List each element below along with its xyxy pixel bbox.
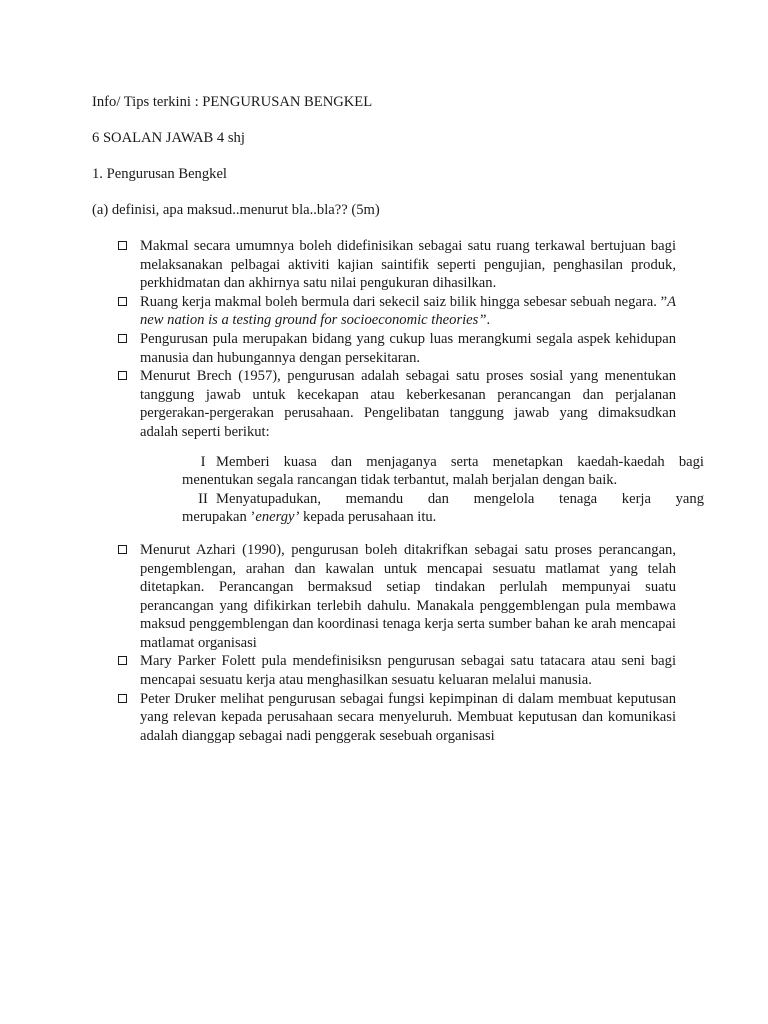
bullet-text: Peter Druker melihat pengurusan sebagai fungsi kepimpinan di dalam membuat keputusan yang relevan kepada perusahaan secara menyeluruh. Membuat keputusan dan komunikasi adalah dianggap sebagai nadi penggerak sesebuah organisasi: [140, 690, 676, 744]
bullet-text: Pengurusan pula merupakan bidang yang cukup luas merangkumi segala aspek kehidupan manusia dan hubungannya dengan persekitaran.: [140, 330, 676, 366]
bullet-text-part: .: [486, 312, 491, 329]
checkbox-bullet-icon: [118, 545, 127, 554]
bullet-text: [140, 293, 676, 330]
list-item: [116, 330, 676, 367]
sublist-text-rest: menentukan segala rancangan tidak terbantut, malah berjalan dengan baik.: [182, 472, 618, 489]
sublist-text-first: Memberi kuasa dan menjaganya serta menetapkan kaedah-kaedah bagi: [216, 453, 704, 470]
bullet-text-part: Ruang kerja makmal boleh bermula dari sekecil saiz bilik hingga sebesar sebuah negara. ”: [140, 293, 668, 310]
sublist-text: [182, 453, 704, 490]
sublist-text-first: Menyatupadukan, memandu dan mengelola tenaga kerja yang: [216, 490, 704, 507]
sublist-text-rest: [182, 508, 704, 527]
numbered-sublist: [168, 453, 704, 527]
checkbox-bullet-icon: [118, 334, 127, 343]
checkbox-bullet-icon: [118, 656, 127, 665]
sublist-item: [168, 490, 704, 527]
checkbox-bullet-icon: [118, 241, 127, 250]
checkbox-bullet-icon: [118, 371, 127, 380]
roman-numeral: I: [200, 453, 206, 470]
list-item: [116, 293, 676, 330]
bullet-text: Mary Parker Folett pula mendefinisiksn pengurusan sebagai satu tatacara atau seni bagi mencapai sesuatu kerja atau menghasilkan sesuatu keluaran melalui manusia.: [140, 653, 676, 689]
roman-numeral: II: [198, 490, 208, 507]
section-title: 1. Pengurusan Bengkel: [92, 166, 227, 182]
checkbox-bullet-icon: [118, 694, 127, 703]
soalan-line: 6 SOALAN JAWAB 4 shj: [92, 130, 245, 146]
info-line: Info/ Tips terkini : PENGURUSAN BENGKEL: [92, 94, 373, 110]
sublist-item: [168, 453, 704, 490]
question-line: (a) definisi, apa maksud..menurut bla..bla?? (5m): [92, 202, 380, 218]
sublist-text-part: merupakan ’: [182, 509, 256, 526]
list-item: [116, 237, 676, 293]
sublist-text-part: kepada perusahaan itu.: [299, 509, 437, 526]
bullet-text: Makmal secara umumnya boleh didefinisikan sebagai satu ruang terkawal bertujuan bagi melaksanakan pelbagai aktiviti kajian saintifik seperti pengujian, penghasilan produk, perkhidmatan dan akhirnya satu nilai pengukuran dihasilkan.: [140, 238, 676, 292]
list-item: [116, 541, 676, 653]
bullet-text: Menurut Brech (1957), pengurusan adalah sebagai satu proses sosial yang menentukan tanggung jawab untuk kecekapan atau keberkesanan perancangan dan perjalanan pergerakan-pergerakan perusahaan. Pengelibatan tanggung jawab yang dimaksudkan adalah seperti berikut:: [140, 368, 676, 440]
bullet-text: Menurut Azhari (1990), pengurusan boleh ditakrifkan sebagai satu proses perancangan, pengemblengan, arahan dan kawalan untuk mencapai sesuatu matlamat yang telah ditetapkan. Perancangan bermaksud setiap tindakan perlulah mempunyai suatu perancangan yang difikirkan terlebih dahulu. Manakala penggemblengan pula membawa maksud penggemblengan dan koordinasi tenaga kerja serta sumber bahan ke arah mencapai matlamat organisasi: [140, 541, 676, 651]
list-item: [116, 652, 676, 689]
sublist-italic-word: energy’: [255, 509, 300, 526]
checkbox-bullet-icon: [118, 297, 127, 306]
bullet-quote: A new nation is a testing ground for socioeconomic theories”: [140, 293, 676, 329]
list-item: [116, 367, 704, 527]
bullet-list: [116, 237, 704, 745]
list-item: [116, 690, 676, 746]
